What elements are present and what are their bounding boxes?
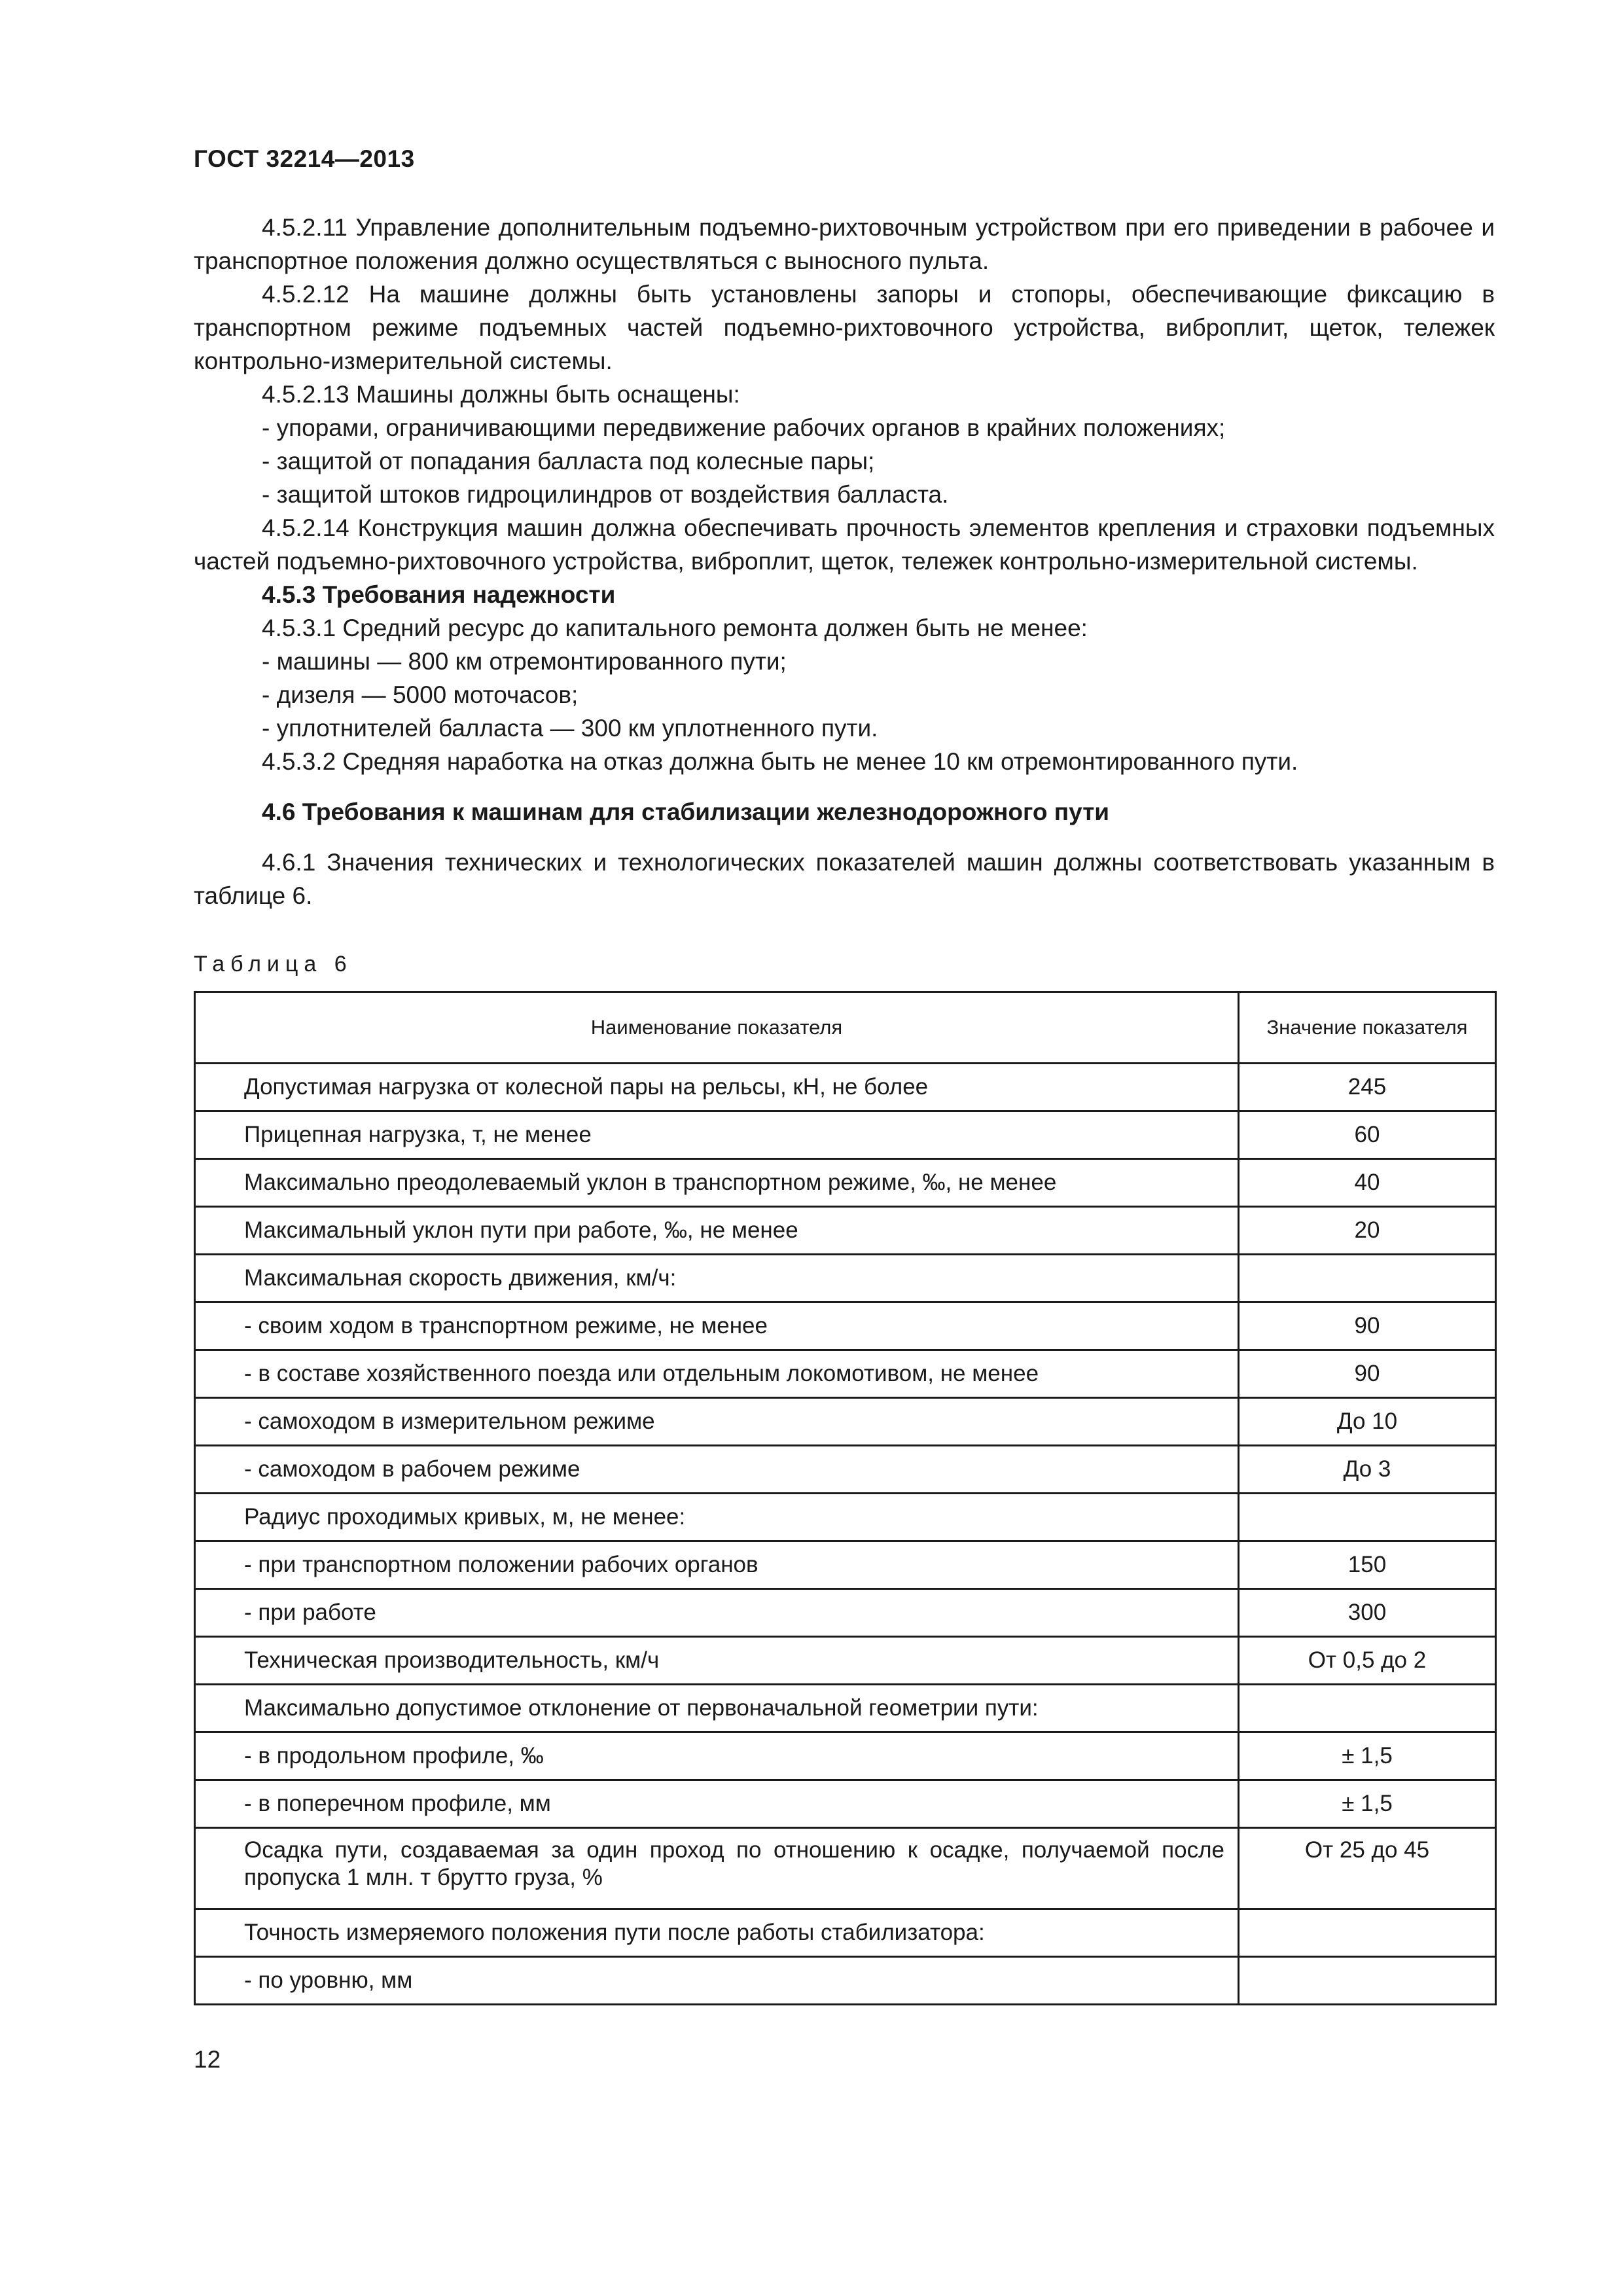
table-header-row: [195, 992, 1496, 1064]
indicator-name-cell: - при работе: [195, 1589, 1239, 1637]
indicator-name-cell: - в составе хозяйственного поезда или отдельным локомотивом, не менее: [195, 1350, 1239, 1398]
table-row: [195, 1909, 1496, 1957]
indicator-name-cell: - в продольном профиле, ‰: [195, 1732, 1239, 1780]
document-header: ГОСТ 32214—2013: [194, 145, 415, 172]
indicator-name-cell: - самоходом в измерительном режиме: [195, 1398, 1239, 1446]
indicator-name-cell: - в поперечном профиле, мм: [195, 1780, 1239, 1828]
column-header-value: Значение показателя: [1239, 992, 1496, 1064]
indicator-value-cell: [1239, 1255, 1496, 1302]
table-row: [195, 1398, 1496, 1446]
indicator-name-cell: Максимальная скорость движения, км/ч:: [195, 1255, 1239, 1302]
table-row: [195, 1828, 1496, 1909]
list-item: - уплотнителей балласта — 300 км уплотненного пути.: [262, 715, 878, 742]
indicator-name-cell: Максимально допустимое отклонение от первоначальной геометрии пути:: [195, 1685, 1239, 1732]
indicator-value-cell: До 10: [1239, 1398, 1496, 1446]
paragraph: 4.5.2.14 Конструкция машин должна обеспечивать прочность элементов крепления и страховки подъемных частей подъемно-рихтовочного устройства, виброплит, щеток, тележек контрольно-измерительной системы.: [194, 514, 1495, 575]
indicator-value-cell: [1239, 1494, 1496, 1541]
section-heading: 4.5.3 Требования надежности: [262, 581, 616, 608]
paragraph: 4.5.2.11 Управление дополнительным подъемно-рихтовочным устройством при его приведении в рабочее и транспортное положения должно осуществляться с выносного пульта.: [194, 214, 1495, 274]
table-row: [195, 1159, 1496, 1207]
list-item: - машины — 800 км отремонтированного пути;: [262, 648, 787, 675]
table-row: [195, 1111, 1496, 1159]
paragraph: 4.5.2.12 На машине должны быть установлены запоры и стопоры, обеспечивающие фиксацию в транспортном режиме подъемных частей подъемно-рихтовочного устройства, виброплит, щеток, тележек контрольно-измерительной системы.: [194, 281, 1495, 374]
indicator-value-cell: От 0,5 до 2: [1239, 1637, 1496, 1685]
indicator-name-cell: Техническая производительность, км/ч: [195, 1637, 1239, 1685]
indicator-value-cell: [1239, 1685, 1496, 1732]
indicator-name-cell: - своим ходом в транспортном режиме, не менее: [195, 1302, 1239, 1350]
table-caption: Таблица 6: [194, 952, 353, 977]
table-row: [195, 1541, 1496, 1589]
indicator-value-cell: 300: [1239, 1589, 1496, 1637]
list-item: - дизеля — 5000 моточасов;: [262, 681, 579, 708]
paragraph: 4.5.3.1 Средний ресурс до капитального ремонта должен быть не менее:: [262, 615, 1088, 641]
indicator-value-cell: [1239, 1909, 1496, 1957]
indicator-name-cell: Прицепная нагрузка, т, не менее: [195, 1111, 1239, 1159]
list-item: - упорами, ограничивающими передвижение рабочих органов в крайних положениях;: [262, 414, 1226, 441]
indicator-name-cell: - по уровню, мм: [195, 1957, 1239, 2005]
table-row: [195, 1637, 1496, 1685]
table-row: [195, 1255, 1496, 1302]
indicator-name-cell: Допустимая нагрузка от колесной пары на рельсы, кН, не более: [195, 1064, 1239, 1111]
indicator-name-cell: Радиус проходимых кривых, м, не менее:: [195, 1494, 1239, 1541]
table-row: [195, 1446, 1496, 1494]
page-number: 12: [194, 2046, 221, 2073]
indicator-name-cell: Осадка пути, создаваемая за один проход по отношению к осадке, получаемой после пропуска 1 млн. т брутто груза, %: [195, 1828, 1239, 1909]
table-row: [195, 1064, 1496, 1111]
table-row: [195, 1780, 1496, 1828]
indicator-value-cell: До 3: [1239, 1446, 1496, 1494]
indicator-value-cell: 20: [1239, 1207, 1496, 1255]
paragraph: 4.5.2.13 Машины должны быть оснащены:: [262, 381, 740, 408]
paragraph: 4.6.1 Значения технических и технологических показателей машин должны соответствовать указанным в таблице 6.: [194, 849, 1495, 909]
indicator-value-cell: От 25 до 45: [1239, 1828, 1496, 1909]
indicator-name-cell: Максимальный уклон пути при работе, ‰, не менее: [195, 1207, 1239, 1255]
indicator-value-cell: [1239, 1957, 1496, 2005]
table-row: [195, 1589, 1496, 1637]
indicator-value-cell: ± 1,5: [1239, 1732, 1496, 1780]
indicator-name-cell: - самоходом в рабочем режиме: [195, 1446, 1239, 1494]
table-row: [195, 1350, 1496, 1398]
table-row: [195, 1494, 1496, 1541]
section-heading: 4.6 Требования к машинам для стабилизации железнодорожного пути: [262, 798, 1110, 825]
table-6: [194, 991, 1497, 2005]
indicator-name-cell: Максимально преодолеваемый уклон в транспортном режиме, ‰, не менее: [195, 1159, 1239, 1207]
indicator-name-cell: - при транспортном положении рабочих органов: [195, 1541, 1239, 1589]
column-header-name: Наименование показателя: [195, 992, 1239, 1064]
table-row: [195, 1207, 1496, 1255]
indicator-value-cell: 150: [1239, 1541, 1496, 1589]
indicator-value-cell: ± 1,5: [1239, 1780, 1496, 1828]
table-row: [195, 1732, 1496, 1780]
indicator-value-cell: 40: [1239, 1159, 1496, 1207]
indicator-name-cell: Точность измеряемого положения пути после работы стабилизатора:: [195, 1909, 1239, 1957]
paragraph: 4.5.3.2 Средняя наработка на отказ должна быть не менее 10 км отремонтированного пути.: [262, 748, 1298, 775]
table-row: [195, 1302, 1496, 1350]
indicator-value-cell: 245: [1239, 1064, 1496, 1111]
body-text: [194, 211, 1495, 912]
table-row: [195, 1957, 1496, 2005]
indicator-value-cell: 90: [1239, 1302, 1496, 1350]
indicator-value-cell: 60: [1239, 1111, 1496, 1159]
list-item: - защитой штоков гидроцилиндров от воздействия балласта.: [262, 481, 949, 508]
indicator-value-cell: 90: [1239, 1350, 1496, 1398]
table-row: [195, 1685, 1496, 1732]
list-item: - защитой от попадания балласта под колесные пары;: [262, 448, 875, 475]
